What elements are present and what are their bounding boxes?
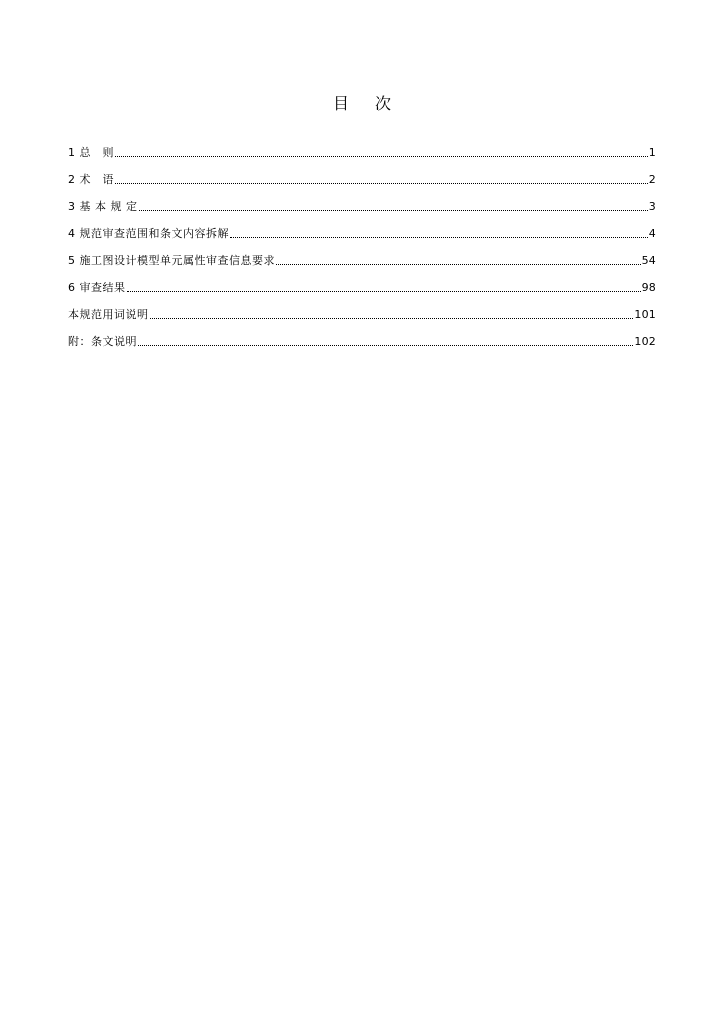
toc-entry-clause-explanation[interactable] [68,329,656,349]
table-of-contents [68,140,656,356]
toc-dot-leader [127,290,641,292]
toc-entry-page: 54 [641,254,656,267]
toc-entry-page: 1 [648,146,656,159]
toc-entry-review-results[interactable] [68,275,656,295]
toc-dot-leader [139,209,648,211]
title-char-1: 目 [332,94,349,113]
title-char-2: 次 [375,94,392,113]
toc-entry-basic-rules[interactable] [68,194,656,214]
toc-entry-label: 6 审查结果 [68,281,126,294]
toc-entry-label: 3 基 本 规 定 [68,200,138,213]
toc-entry-label: 5 施工图设计模型单元属性审查信息要求 [68,254,275,267]
toc-dot-leader [115,155,648,157]
toc-entry-label: 1 总 则 [68,146,114,159]
toc-entry-label: 本规范用词说明 [68,308,149,321]
toc-entry-page: 4 [648,227,656,240]
toc-entry-label: 4 规范审查范围和条文内容拆解 [68,227,229,240]
page-title [0,94,724,114]
toc-entry-model-attributes[interactable] [68,248,656,268]
toc-entry-general[interactable] [68,140,656,160]
toc-entry-label: 2 术 语 [68,173,114,186]
toc-entry-wording-notes[interactable] [68,302,656,322]
toc-entry-page: 102 [634,335,656,348]
toc-dot-leader [138,344,633,346]
toc-dot-leader [115,182,648,184]
toc-entry-page: 101 [634,308,656,321]
toc-dot-leader [230,236,648,238]
toc-entry-terms[interactable] [68,167,656,187]
toc-dot-leader [150,317,634,319]
toc-dot-leader [276,263,641,265]
toc-entry-review-scope[interactable] [68,221,656,241]
toc-entry-page: 98 [641,281,656,294]
toc-entry-label: 附：条文说明 [68,335,137,348]
toc-entry-page: 2 [648,173,656,186]
toc-entry-page: 3 [648,200,656,213]
